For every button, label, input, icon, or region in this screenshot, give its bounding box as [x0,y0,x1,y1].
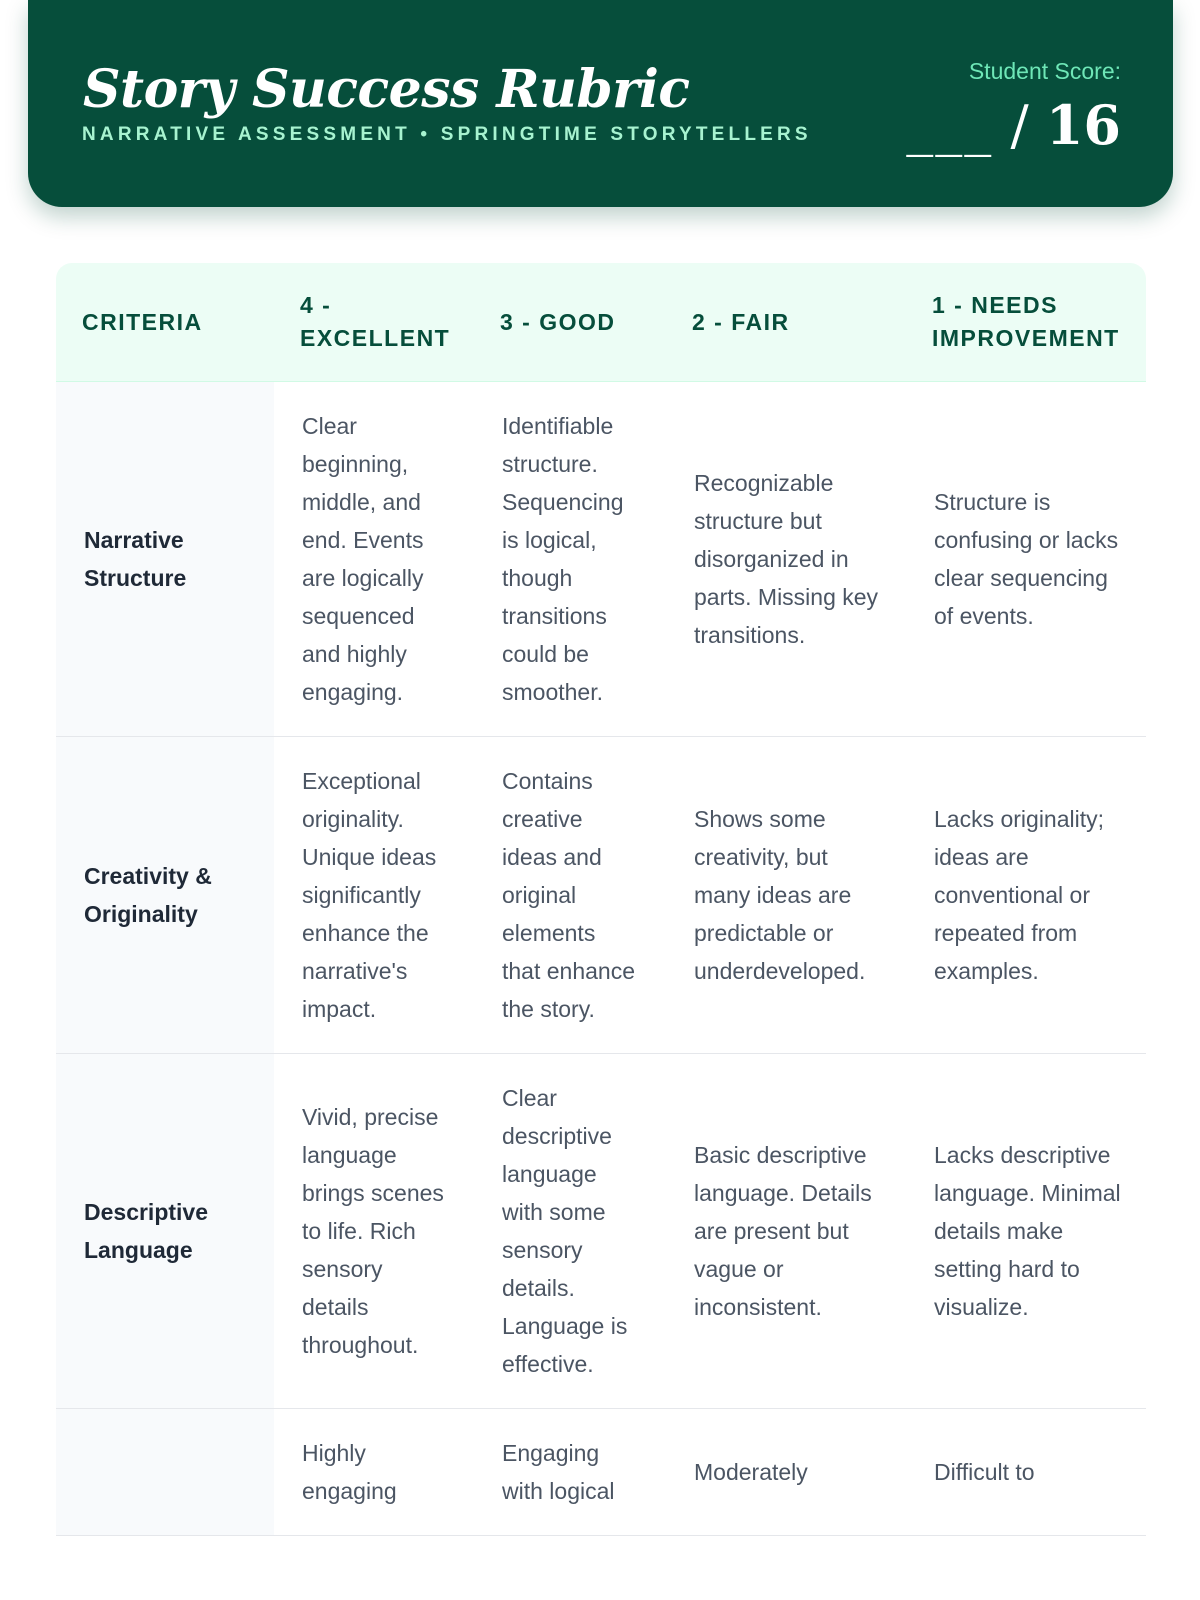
good-cell: Contains creative ideas and original elements that enhance the story. [474,737,666,1054]
good-cell: Identifiable structure. Sequencing is logical, though transitions could be smoother. [474,382,666,737]
fair-cell: Moderately [666,1409,906,1536]
excellent-cell: Clear beginning, middle, and end. Events are logically sequenced and highly engaging. [274,382,474,737]
score-block [906,56,1121,159]
needs-improvement-cell: Lacks descriptive language. Minimal details make setting hard to visualize. [906,1054,1146,1409]
page-title: Story Success Rubric [83,59,690,120]
good-cell: Clear descriptive language with some sensory details. Language is effective. [474,1054,666,1409]
column-header-criteria: CRITERIA [56,263,274,382]
table-row [56,382,1146,737]
criteria-cell: Descriptive Language [56,1054,274,1409]
rubric-table [56,263,1146,1536]
excellent-cell: Highly engaging [274,1409,474,1536]
excellent-cell: Vivid, precise language brings scenes to life. Rich sensory details throughout. [274,1054,474,1409]
needs-improvement-cell: Difficult to [906,1409,1146,1536]
criteria-cell [56,1409,274,1536]
column-header-good: 3 - GOOD [474,263,666,382]
good-cell: Engaging with logical [474,1409,666,1536]
criteria-cell: Creativity & Originality [56,737,274,1054]
criteria-cell: Narrative Structure [56,382,274,737]
column-header-excellent: 4 - EXCELLENT [274,263,474,382]
rubric-header [28,0,1173,207]
table-row [56,1409,1146,1536]
table-row [56,1054,1146,1409]
excellent-cell: Exceptional originality. Unique ideas significantly enhance the narrative's impact. [274,737,474,1054]
column-header-fair: 2 - FAIR [666,263,906,382]
score-line [906,92,1121,159]
page-subtitle: NARRATIVE ASSESSMENT • SPRINGTIME STORYTELLERS [82,124,812,145]
fair-cell: Shows some creativity, but many ideas are predictable or underdeveloped. [666,737,906,1054]
column-header-needs-improvement: 1 - NEEDS IMPROVEMENT [906,263,1146,382]
score-label: Student Score: [968,58,1121,84]
needs-improvement-cell: Structure is confusing or lacks clear sequencing of events. [906,382,1146,737]
table-header-row [56,263,1146,382]
needs-improvement-cell: Lacks originality; ideas are conventional or repeated from examples. [906,737,1146,1054]
fair-cell: Basic descriptive language. Details are present but vague or inconsistent. [666,1054,906,1409]
score-slash: / [1010,94,1029,157]
fair-cell: Recognizable structure but disorganized in parts. Missing key transitions. [666,382,906,737]
table-row [56,737,1146,1054]
score-total: 16 [1045,93,1121,157]
rubric-section [56,263,1146,1536]
score-blank: ___ [906,94,994,157]
